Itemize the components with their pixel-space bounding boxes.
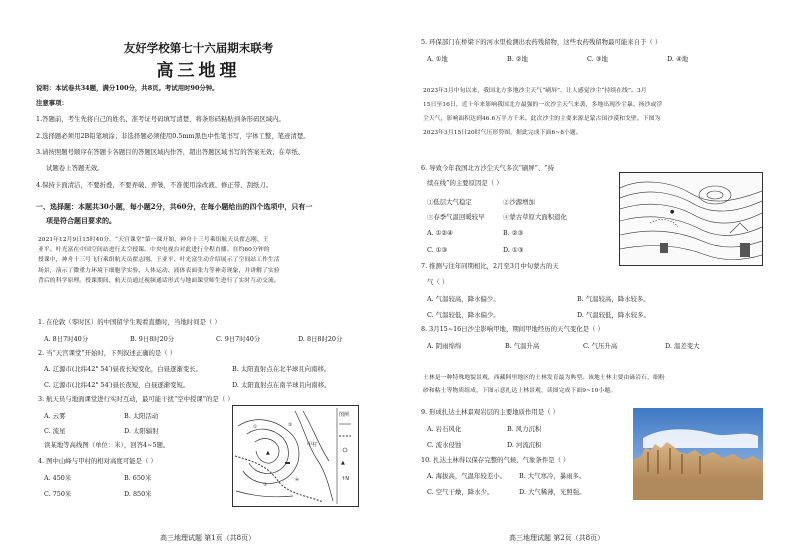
notice-item: 3.请按照题号顺序在答题卡各题目的答题区域内作答，超出答题区域书写的答案无效；在草纸、 [36,148,305,156]
exam-info: 说明：本试卷共34题，满分100分，共8页。考试用时90分钟。 [36,84,219,92]
option-a: A. 8日7时40分 [44,335,89,343]
legend-title: 图例 [339,412,350,418]
option-a: A. 云雾 [44,412,66,420]
bridge-icon [285,462,290,464]
option-c: C. 辽源市(北纬42° 54′)昼长夜短，白昼逐渐变短。 [44,381,190,389]
option-c: C. 750米 [44,490,72,498]
option-c: C. 流水侵蚀 [427,441,462,449]
option-d: D. 大气稀薄，光照强。 [519,488,586,496]
option-a: A. ①地 [427,55,448,63]
landscape-image [633,408,763,500]
map-marker: ● [670,209,675,215]
marker-4: ④ [295,478,300,483]
option-d: D. 8日8时20分 [298,335,343,343]
passage-line: 尘天气，影响面积达到46.6万平方千米。此次沙尘的主要来源是蒙古国沙漠和戈壁。下图为 [423,116,661,122]
reading-passage [38,235,280,286]
passage-line: 亚平、叶光富在中国空间站进行太空授课。中央电视台对此进行全程直播。在约60分钟的 [38,247,270,254]
legend-peak-icon: ▲ [341,460,345,466]
statement-4: ④蒙古草原大面积退化 [503,213,567,221]
option-a: A. 气温较高，降水偏少。 [427,295,500,303]
option-d: D. 太阳直射点在南半球且向南移。 [232,381,331,389]
notice-item: 1.答题前，考生先将自己的姓名、准考证号码填写清楚，将条形码粘贴到条形码区域内。 [36,115,285,123]
question-7-cont: 气（ ） [427,278,449,286]
marker-1: ① [253,425,258,430]
option-b: B. 9日8时20分 [130,335,175,343]
map-caption: 读某地等高线图（单位：米），回答4~5题。 [44,441,170,449]
option-a: A. ①②④ [427,229,453,237]
option-d: D. 河流沉积 [507,441,542,449]
option-c: C. 9日7时40分 [216,335,261,343]
pressure-map [619,172,763,266]
question-6: 6. 导致今年我国北方沙尘天气多次“刷屏”、“持 [421,164,554,172]
option-b: B. 650米 [124,474,152,482]
question-5: 5. 环保部门在桥梁下的河水里检测出农药残留物，这些农药残留物最可能来自于（ ） [421,38,662,46]
question-8: 8. 3月15~16日沙尘影响甲地，期间甲地经历的天气变化是（ ） [421,325,604,333]
passage-line: 2023年3月中旬以来，我国北方多地沙尘天气“刷屏”，让人感觉沙尘“持续在线”。3月 [423,88,647,94]
passage-line: 土林是一种特殊地貌景观，西藏阿里地区的土林发育最为典型。该地土林主要由砾岩石，细粉 [423,375,665,381]
option-b: B. ②地 [507,55,528,63]
option-c: C. 气压升高 [583,342,618,350]
option-a: A. 辽源市(北纬42° 54′)昼夜长短变化，白昼逐渐变长。 [44,365,203,373]
exam-header: 友好学校第七十六届期末联考 [123,41,274,55]
option-b: B. 风力沉积 [507,425,542,433]
option-c: C. 流星 [44,427,66,435]
option-b: B. ②③ [503,229,524,237]
page-footer: 高三地理试题 第1页（共8页） [160,534,256,542]
statement-3: ③春季气温回暖较早 [427,213,485,221]
question-2: 2. 当“天宫课堂”开始时，下列叙述正确的是（ ） [38,349,177,357]
notice-title: 注意事项： [36,99,68,107]
question-10: 10. 扎达土林得以保存完整的气候、气象条件是（ ） [421,456,570,464]
contour-map [232,405,359,507]
question-9: 9. 形成扎达土林景观岩层的主要地质作用是（ ） [421,408,559,416]
contour-map-drawing [233,406,358,506]
option-c: C. 气温较低，降水偏少。 [427,311,500,319]
section-heading: 一、选择题：本题共30小题，每小题2分，共60分，在每小题给出的四个选项中，只有一 [36,202,313,211]
notice-item: 试题卷上答题无效。 [46,164,104,172]
peak-icon: ▲ [266,450,270,456]
statement-2: ②沙源增加 [503,198,535,206]
option-a: A. 岩石风化 [427,425,462,433]
option-d: D. 气温较低，降水较多。 [577,311,650,319]
option-d: D. ①③ [503,246,524,254]
right-page [397,0,794,560]
marker-2: ② [288,423,293,428]
option-b: B. 气温升高 [505,342,540,350]
question-1: 1. 在伦敦（零时区）的中国留学生观看直播时，当地时间是（ ） [38,318,221,326]
passage-line: 场景，演示了微重力环境下细胞学实验、人体运动、液体表面张力等神奇现象，并讲解了实验 [38,267,280,274]
question-4: 4. 图中山峰与甲村的相对高度可能是（ ） [38,457,157,465]
option-d: D. 温差变大 [665,342,700,350]
pressure-map-drawing [620,173,762,265]
page-title: 高三地理 [156,61,241,81]
page-footer: 高三地理试题 第2页（共8页） [509,534,605,542]
village-label: 甲村 [307,442,318,448]
option-a: A. 阴雨绵绵 [427,342,462,350]
question-6-cont: 续在线”的主要原因是（ ） [427,179,503,187]
option-b: B. 大气寒冷，暴雨多。 [519,472,586,480]
section-heading-cont: 项是符合题目要求的。 [46,216,116,225]
option-d: D. ④地 [667,55,689,63]
option-a: A. 450米 [44,474,72,482]
option-a: A. 海拔高，气温年较差小。 [427,472,506,480]
reading-passage [423,84,662,140]
zanda-earth-forest-photo [633,408,763,500]
reading-passage-2 [423,372,665,398]
option-c: C. ③地 [587,55,608,63]
passage-line: 2021年12月9日15时40分，“天宫课堂”第一课开始，神舟十三号乘组航天员翟志刚、王 [38,237,269,243]
passage-line: 背后的科学原理。授课期间，航天员通过视频通话形式与地面课堂师生进行了实时互动交流。 [38,277,280,284]
statement-1: ①低层大气稳定 [427,198,472,206]
option-b: B. 太阳直射点在北半球且向南移。 [232,365,331,373]
option-d: D. 850米 [124,490,152,498]
question-7: 7. 推测与往年同期相比，2月至3月中旬蒙古的天 [421,262,559,270]
passage-line: 砂和粘土等物质组成，下图示意扎达土林景观，读图完成下面9~10小题。 [423,388,617,394]
passage-line: 15日至16日，近十年来影响我国北方最强的一次沙尘天气来袭，多地出现沙尘暴、扬沙或浮 [423,102,663,108]
option-b: B. 太阳活动 [124,412,159,420]
option-c: C. ①③ [427,246,448,254]
marker-3: ③ [263,483,268,488]
option-b: B. 气温较高，降水较多。 [577,295,650,303]
notice-item: 4.保持卡面清洁，不要折叠，不要弄破、弄皱，不准使用涂改液、修正带、刮纸刀。 [36,181,273,189]
option-d: D. 太阳辐射 [124,427,159,435]
option-c: C. 空气干燥，降水少。 [427,488,494,496]
passage-line: 2023年3月15日20时气压形势图，据此完成下面6~8小题。 [423,130,582,136]
north-arrow-icon: ↑N [341,476,349,482]
question-3: 3. 航天员与地面课堂进行实时互动，最可能干扰“空中授课”的是（ ） [38,395,234,403]
passage-line: 授课中，神舟十三号飞行乘组航天员翟志刚、王亚平、叶光富生动介绍展示了空间站工作生活 [38,257,280,264]
notice-item: 2.选择题必须用2B铅笔填涂；非选择题必须使用0.5mm黑色中性笔书写，字体工整，笔迹清楚。 [36,132,310,140]
